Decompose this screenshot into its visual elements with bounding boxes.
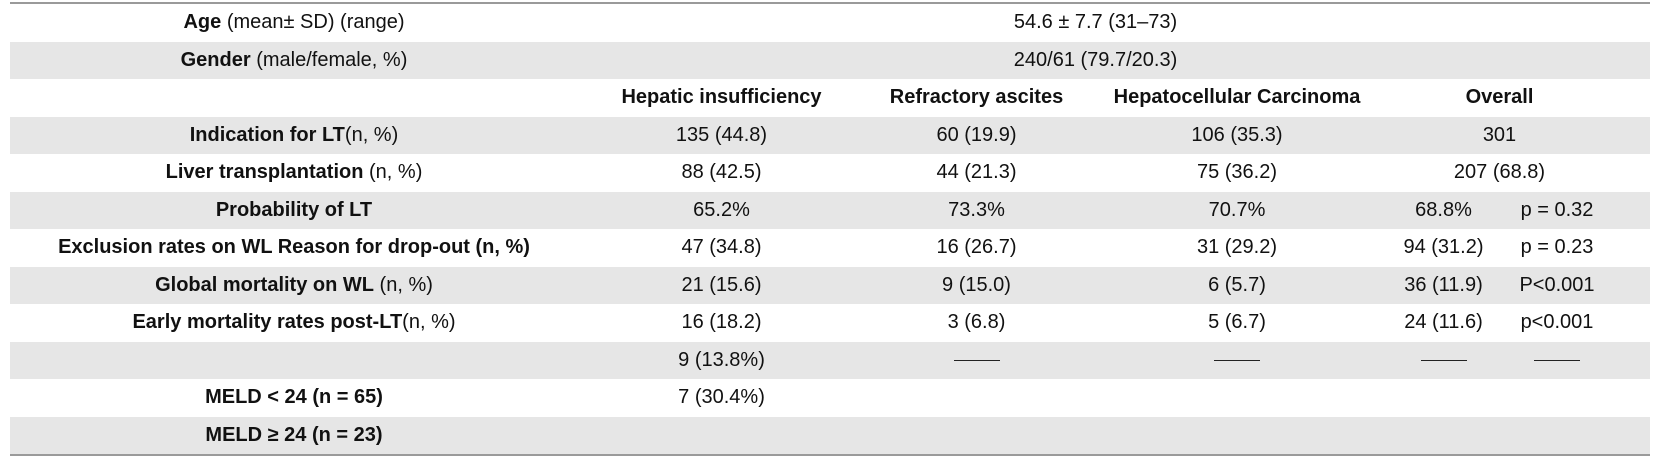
cell-hcc: 106 (35.3): [1191, 123, 1283, 146]
cell-hepatic: 16 (18.2): [681, 311, 762, 334]
row-label-meld-ge24: MELD ≥ 24 (n = 23): [205, 423, 383, 446]
row-label: Probability of LT: [215, 198, 373, 221]
cell-hepatic: 88 (42.5): [681, 161, 762, 184]
table-row: [10, 117, 1650, 155]
table-row: [10, 154, 1650, 192]
cell-ascites: 16 (26.7): [936, 236, 1017, 259]
cell-ascites: 73.3%: [948, 198, 1005, 221]
header-overall: Overall: [1465, 86, 1534, 109]
row-label-meld-lt24: MELD < 24 (n = 65): [205, 386, 383, 409]
table-row: [10, 304, 1650, 342]
cell-hepatic: 65.2%: [693, 198, 750, 221]
cell-hcc: 6 (5.7): [1208, 273, 1266, 296]
cell-overall: 36 (11.9): [1404, 273, 1483, 296]
cell-ascites: 60 (19.9): [936, 123, 1017, 146]
cell-hcc: 31 (29.2): [1196, 236, 1278, 259]
row-label: Exclusion rates on WL Reason for drop-out (n, %): [58, 236, 530, 259]
dash-ascites: [865, 349, 1088, 372]
cell-ascites: 44 (21.3): [936, 161, 1017, 184]
cell-hepatic: 135 (44.8): [675, 123, 768, 146]
gender-value: 240/61 (79.7/20.3): [1013, 48, 1178, 71]
cell-hepatic: 47 (34.8): [681, 236, 762, 259]
age-value: 54.6 ± 7.7 (31–73): [1013, 11, 1178, 34]
table-row: [10, 342, 1650, 380]
row-age: [10, 4, 1650, 42]
header-row: [10, 79, 1650, 117]
cell-p-value: p = 0.32: [1520, 198, 1594, 221]
cell-p-value: P<0.001: [1519, 273, 1595, 296]
cell-hepatic: 7 (30.4%): [678, 386, 765, 409]
table-row: [10, 379, 1650, 417]
cell-ascites: 3 (6.8): [947, 311, 1006, 334]
row-label: Early mortality rates post-LT(n, %): [132, 311, 456, 334]
cell-hcc: 70.7%: [1208, 198, 1266, 221]
cell-hcc: 5 (6.7): [1208, 311, 1266, 334]
cell-hepatic: 9 (13.8%): [678, 348, 765, 371]
row-label: Indication for LT(n, %): [189, 123, 399, 146]
dash-overall: [1386, 349, 1501, 372]
row-label-age: Age (mean± SD) (range): [183, 11, 405, 34]
cell-overall: 24 (11.6): [1404, 311, 1483, 334]
dash-p-value: [1501, 349, 1613, 372]
row-gender: [10, 42, 1650, 80]
row-label-gender: Gender (male/female, %): [180, 48, 408, 71]
cell-hcc: 75 (36.2): [1196, 161, 1278, 184]
dash-hcc: [1088, 349, 1386, 372]
table-row: [10, 267, 1650, 305]
data-table: [10, 2, 1650, 456]
cell-p-value: p<0.001: [1520, 311, 1594, 334]
table-row: [10, 192, 1650, 230]
cell-hepatic: 21 (15.6): [681, 273, 762, 296]
header-hcc: Hepatocellular Carcinoma: [1113, 86, 1361, 109]
cell-ascites: 9 (15.0): [942, 273, 1011, 296]
header-refractory-ascites: Refractory ascites: [889, 86, 1064, 109]
header-hepatic-insufficiency: Hepatic insufficiency: [621, 86, 822, 109]
row-label: Global mortality on WL (n, %): [155, 273, 433, 296]
cell-p-value: p = 0.23: [1520, 236, 1594, 259]
cell-overall: 68.8%: [1415, 198, 1472, 221]
row-label: Liver transplantation (n, %): [165, 161, 423, 184]
cell-overall: 207 (68.8): [1453, 161, 1546, 184]
table-row: [10, 229, 1650, 267]
table-row: [10, 417, 1650, 455]
cell-overall: 301: [1482, 123, 1517, 146]
cell-overall: 94 (31.2): [1403, 236, 1484, 259]
